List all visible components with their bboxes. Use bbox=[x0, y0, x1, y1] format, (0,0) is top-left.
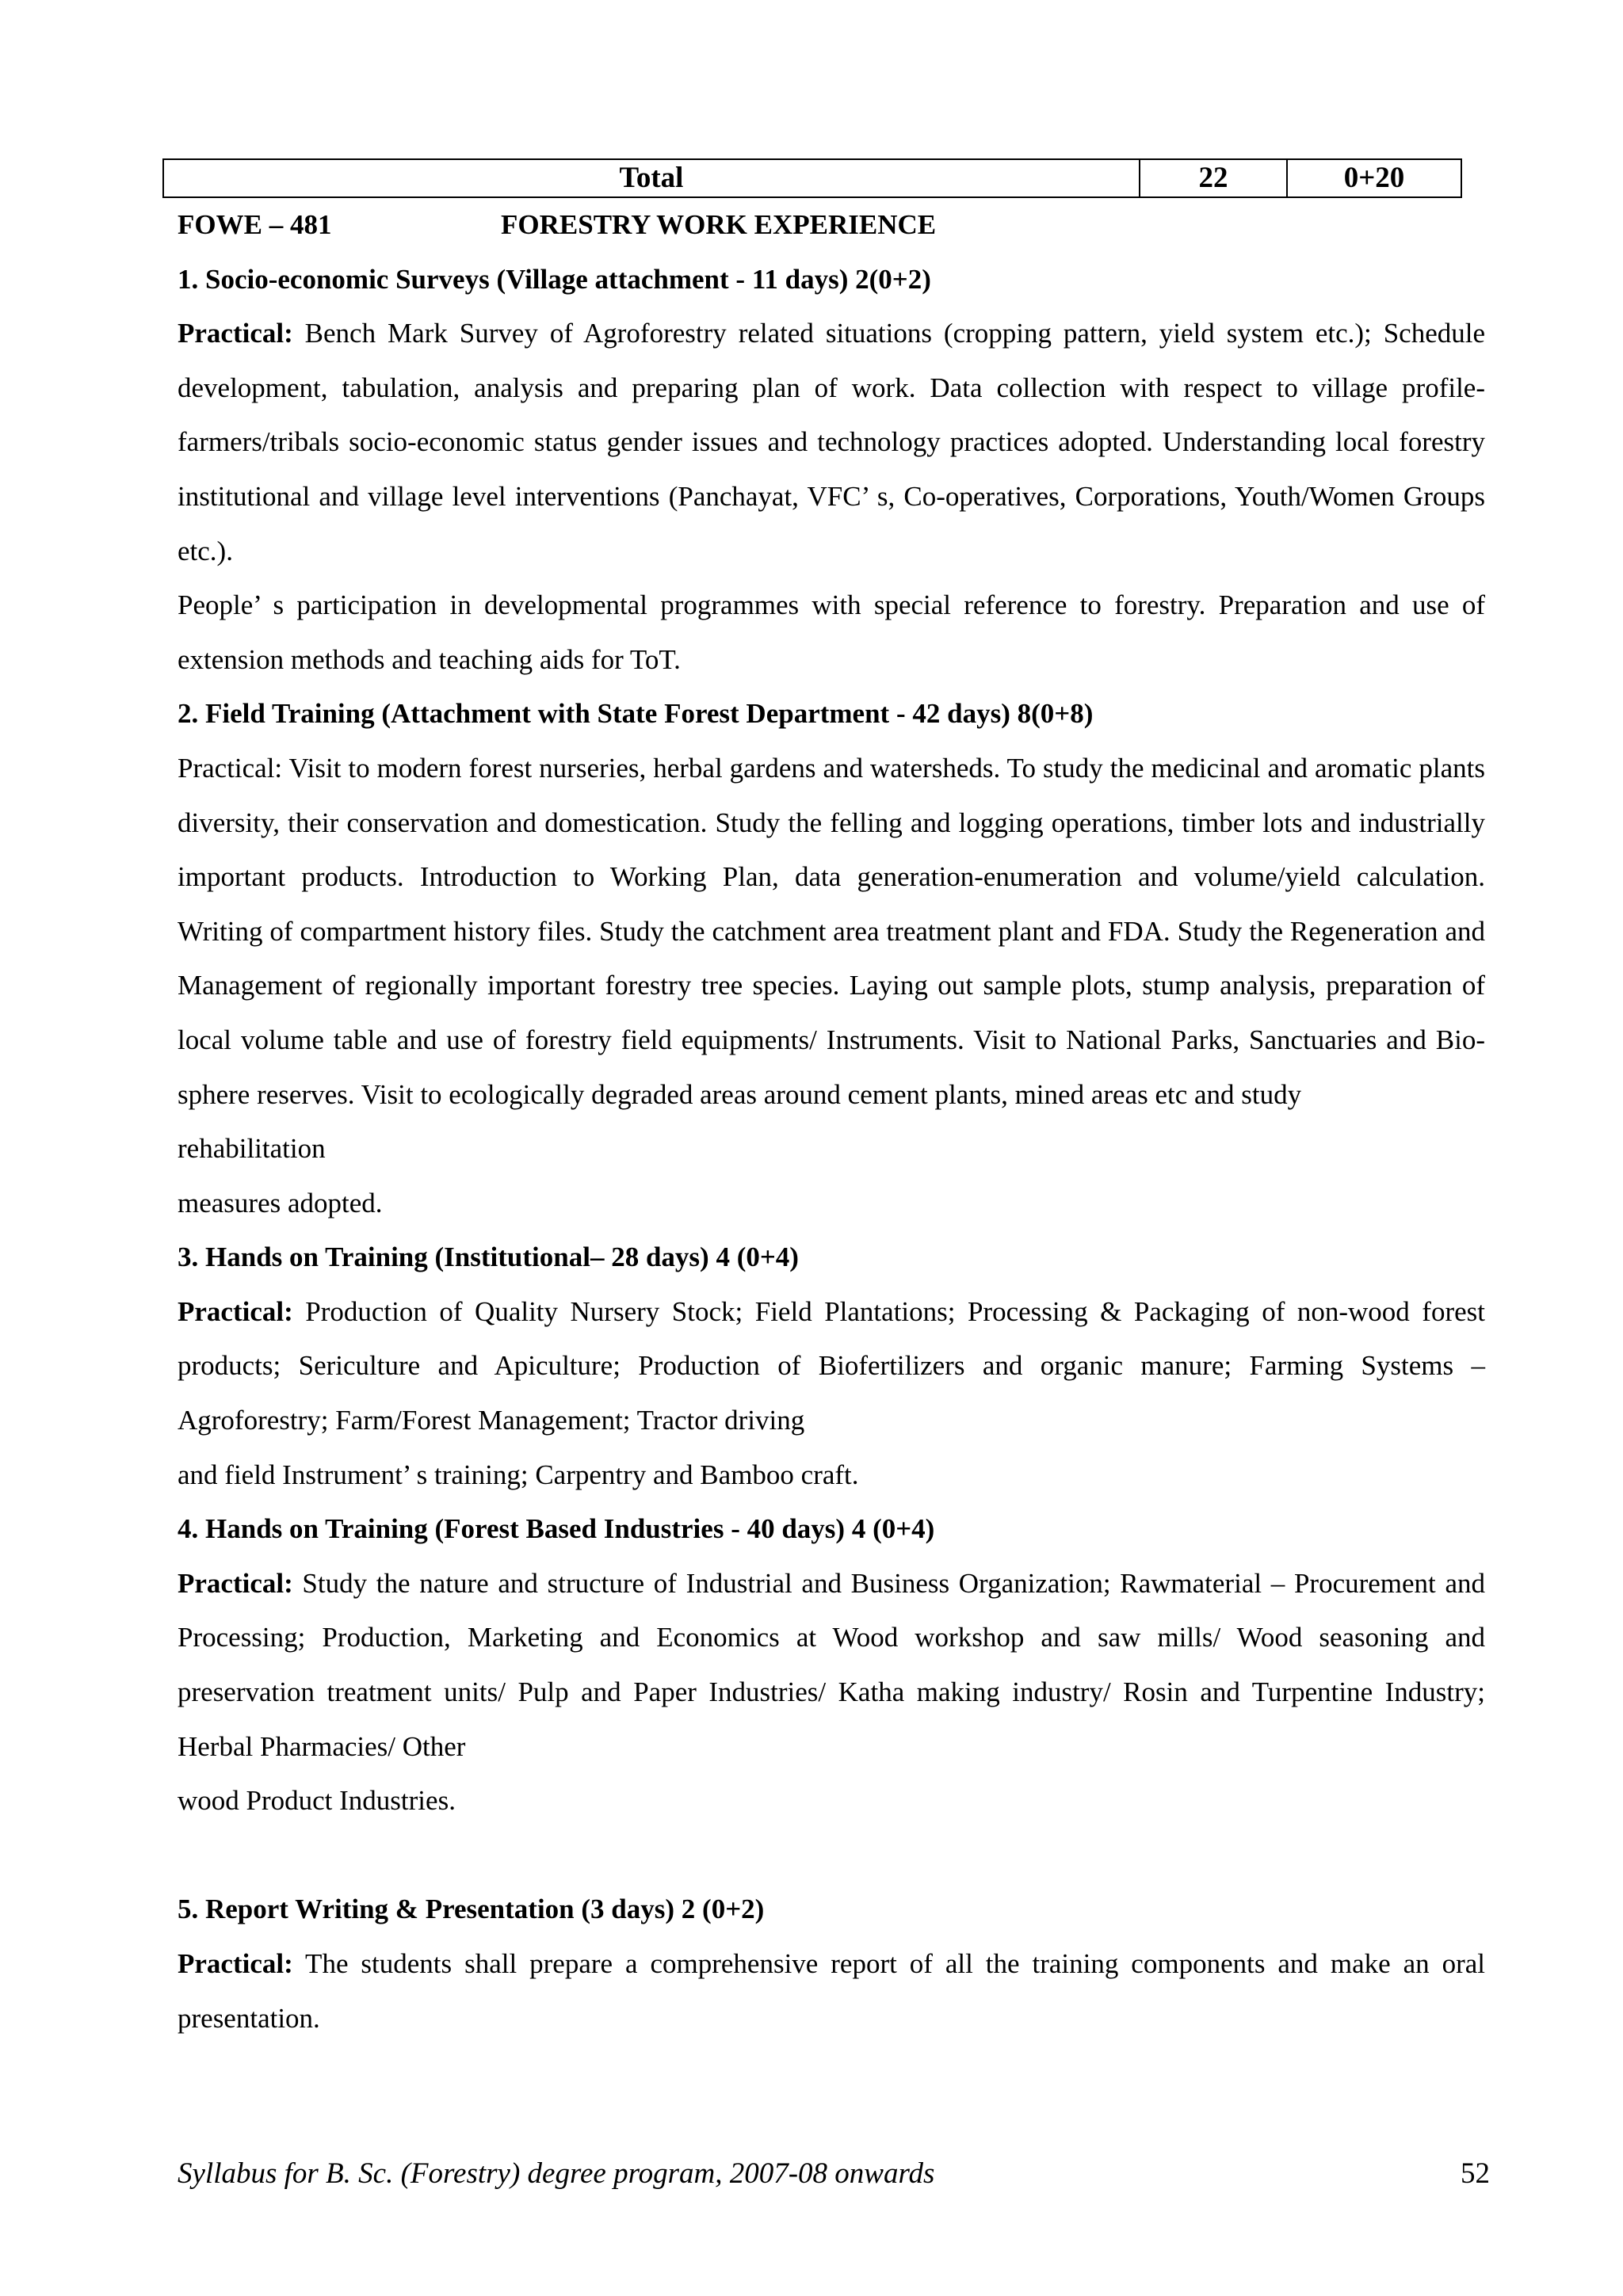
footer-title: Syllabus for B. Sc. (Forestry) degree program, 2007-08 onwards bbox=[178, 2157, 935, 2190]
section-3-line-2: and field Instrument’ s training; Carpentry and Bamboo craft. bbox=[178, 1459, 859, 1490]
section-2-heading: 2. Field Training (Attachment with State Forest Department - 42 days) 8(0+8) bbox=[178, 698, 1094, 730]
section-3-text: Production of Quality Nursery Stock; Field Plantations; Processing & Packaging of non-wood forest products; Sericulture and Apiculture; Production of Biofertilizers and organic manure; Farming Systems – Agroforestry; Farm/Forest Management; Tractor driving bbox=[178, 1295, 1485, 1436]
section-5-text: The students shall prepare a comprehensive report of all the training components and make an oral presentation. bbox=[178, 1948, 1485, 2034]
practical-label: Practical: bbox=[178, 1567, 293, 1599]
section-4-heading: 4. Hands on Training (Forest Based Industries - 40 days) 4 (0+4) bbox=[178, 1513, 935, 1545]
section-5-paragraph bbox=[178, 1937, 1485, 2046]
table-row bbox=[163, 159, 1461, 197]
total-row-table bbox=[162, 158, 1462, 198]
section-4-text: Study the nature and structure of Industrial and Business Organization; Rawmaterial – Procurement and Processing; Production, Marketing and Economics at Wood workshop and saw mills/ Wood seasoning and preservation treatment units/ Pulp and Paper Industries/ Katha making industry/ Rosin and Turpentine Industry; Herbal Pharmacies/ Other bbox=[178, 1567, 1485, 1762]
section-5-heading: 5. Report Writing & Presentation (3 days) 2 (0+2) bbox=[178, 1894, 765, 1925]
section-1-paragraph-2: People’ s participation in developmental programmes with special reference to forestry. Preparation and use of extension methods and teaching aids for ToT. bbox=[178, 589, 1485, 675]
section-4-line-2: wood Product Industries. bbox=[178, 1785, 456, 1817]
section-4-paragraph bbox=[178, 1557, 1485, 1774]
page-footer bbox=[178, 2157, 1490, 2191]
document-body bbox=[178, 198, 1485, 2046]
spacer bbox=[178, 1829, 1485, 1883]
page-number: 52 bbox=[1461, 2157, 1490, 2190]
section-1-paragraph bbox=[178, 307, 1485, 578]
course-code: FOWE – 481 bbox=[178, 209, 332, 240]
total-hours: 0+20 bbox=[1287, 159, 1461, 197]
total-label: Total bbox=[163, 159, 1140, 197]
section-1-heading: 1. Socio-economic Surveys (Village attachment - 11 days) 2(0+2) bbox=[178, 263, 931, 295]
section-3-heading: 3. Hands on Training (Institutional– 28 days) 4 (0+4) bbox=[178, 1241, 799, 1273]
total-credits: 22 bbox=[1140, 159, 1287, 197]
course-heading bbox=[178, 198, 1485, 253]
practical-label: Practical: bbox=[178, 1948, 293, 1979]
section-1-text: Bench Mark Survey of Agroforestry related situations (cropping pattern, yield system etc.); Schedule development, tabulation, analysis and preparing plan of work. Data collection with respect to village profile-farmers/tribals socio-economic status gender issues and technology practices adopted. Understanding local forestry institutional and village level interventions (Panchayat, VFC’ s, Co-operatives, Corporations, Youth/Women Groups etc.). bbox=[178, 318, 1485, 566]
section-3-paragraph bbox=[178, 1285, 1485, 1448]
course-title: FORESTRY WORK EXPERIENCE bbox=[501, 209, 937, 240]
section-2-line-2: rehabilitation bbox=[178, 1133, 326, 1165]
practical-label: Practical: bbox=[178, 318, 293, 349]
section-2-line-3: measures adopted. bbox=[178, 1187, 383, 1219]
section-2-paragraph: Practical: Visit to modern forest nurseries, herbal gardens and watersheds. To study the medicinal and aromatic plants diversity, their conservation and domestication. Study the felling and logging operations, timber lots and industrially important products. Introduction to Working Plan, data generation-enumeration and volume/yield calculation. Writing of compartment history files. Study the catchment area treatment plant and FDA. Study the Regeneration and Management of regionally important forestry tree species. Laying out sample plots, stump analysis, preparation of local volume table and use of forestry field equipments/ Instruments. Visit to National Parks, Sanctuaries and Bio-sphere reserves. Visit to ecologically degraded areas around cement plants, mined areas etc and study bbox=[178, 752, 1485, 1110]
practical-label: Practical: bbox=[178, 1295, 293, 1327]
